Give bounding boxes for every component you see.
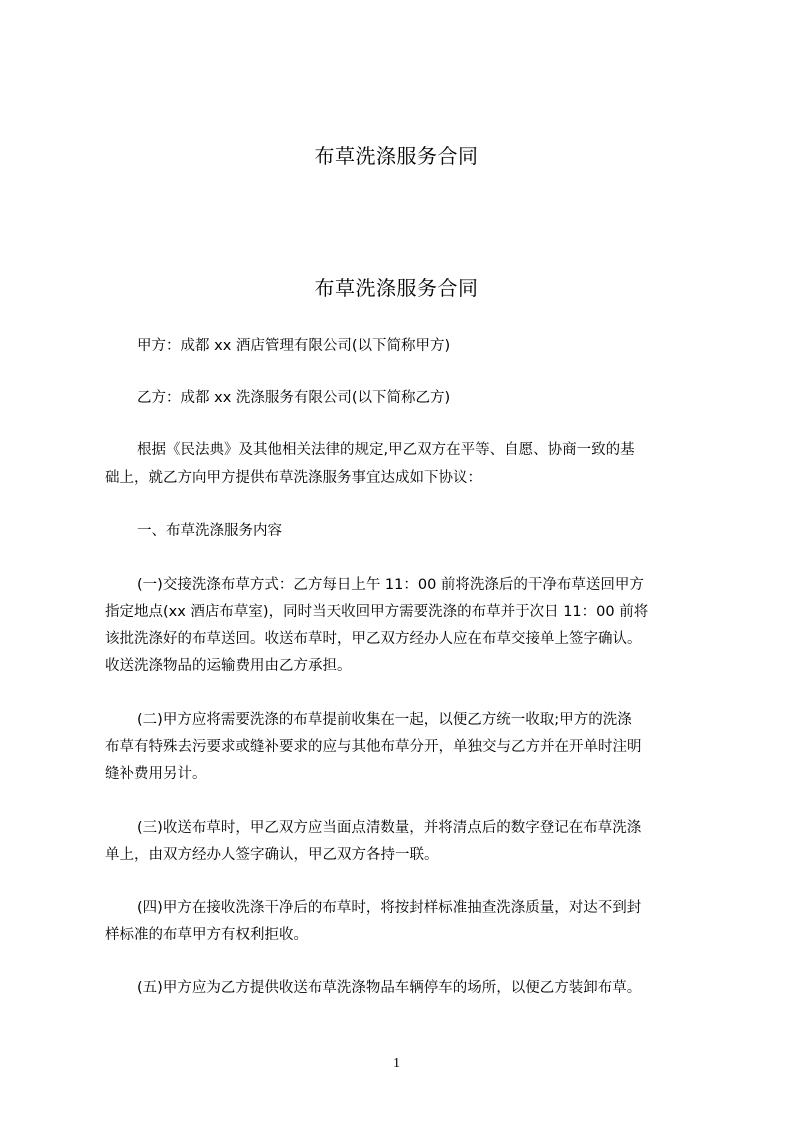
preamble-line: 根据《民法典》及其他相关法律的规定,甲乙双方在平等、自愿、协商一致的基 [137,442,635,458]
contract-title: 布草洗涤服务合同 [314,276,479,300]
party-a: 甲方：成都 xx 酒店管理有限公司(以下简称甲方) [137,338,451,354]
clause-line: (二)甲方应将需要洗涤的布草提前收集在一起，以便乙方统一收取;甲方的洗涤 [137,712,632,728]
clause-line: 单上，由双方经办人签字确认，甲乙双方各持一联。 [105,847,439,863]
clause-line: 指定地点(xx 酒店布草室)，同时当天收回甲方需要洗涤的布草并于次日 11：00 前将 [105,604,649,620]
clause-line: (四)甲方在接收洗涤干净后的布草时，将按封样标准抽查洗涤质量，对达不到封 [137,900,642,916]
clause-line: (五)甲方应为乙方提供收送布草洗涤物品车辆停车的场所，以便乙方装卸布草。 [137,980,642,996]
clause-line: 布草有特殊去污要求或缝补要求的应与其他布草分开，单独交与乙方并在开单时注明 [105,739,642,755]
clause-line: 样标准的布草甲方有权利拒收。 [105,927,308,943]
section-heading: 一、布草洗涤服务内容 [137,523,282,539]
clause-line: (三)收送布草时，甲乙双方应当面点清数量，并将清点后的数字登记在布草洗涤 [137,820,642,836]
preamble-line: 础上，就乙方向甲方提供布草洗涤服务事宜达成如下协议： [105,470,482,486]
header-title: 布草洗涤服务合同 [314,144,479,168]
clause-line: 收送洗涤物品的运输费用由乙方承担。 [105,658,352,674]
party-b: 乙方：成都 xx 洗涤服务有限公司(以下简称乙方) [137,390,451,406]
clause-line: 该批洗涤好的布草送回。收送布草时，甲乙双方经办人应在布草交接单上签字确认。 [105,631,642,647]
clause-line: 缝补费用另计。 [105,766,207,782]
page-number: 1 [393,1056,400,1071]
clause-line: (一)交接洗涤布草方式：乙方每日上午 11：00 前将洗涤后的干净布草送回甲方 [137,577,644,593]
